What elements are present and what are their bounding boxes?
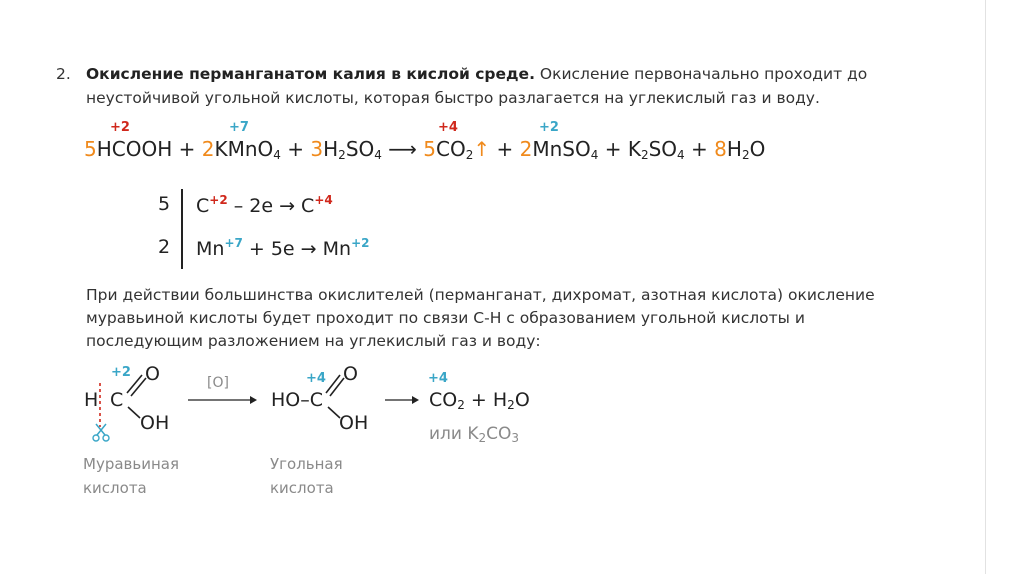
heading-bold: Окисление перманганатом калия в кислой среде. (86, 65, 535, 83)
formula: + H (464, 389, 508, 411)
subscript: 4 (374, 148, 382, 162)
balance-line-carbon (196, 193, 333, 217)
formula: H (726, 137, 742, 161)
subscript: 4 (590, 148, 599, 162)
element: C (196, 195, 210, 217)
single-bond-line (128, 407, 140, 418)
formula: SO (648, 137, 678, 161)
formula: O (749, 137, 766, 161)
subscript: 4 (273, 148, 281, 162)
formic-C: C (110, 389, 124, 411)
ox-state: +2 (209, 193, 228, 207)
carbonic-O: O (343, 363, 358, 385)
formula: O (514, 389, 530, 411)
subscript: 4 (677, 148, 685, 162)
coef: 3 (310, 137, 324, 161)
coef: 5 (84, 137, 97, 161)
subscript: 3 (511, 431, 520, 445)
subscript: 2 (640, 148, 649, 162)
coef: 5 (423, 137, 437, 161)
coef: 2 (201, 137, 215, 161)
main-equation (84, 137, 765, 162)
ox-state: +4 (314, 193, 333, 207)
double-bond-line (131, 378, 146, 396)
scheme-ox-formic: +2 (111, 365, 131, 380)
scheme-ox-product: +4 (428, 371, 448, 386)
scissors-icon (92, 422, 110, 442)
subscript: 2 (338, 148, 346, 162)
gas-arrow-icon: ↑ (473, 137, 491, 161)
half-reaction: + 5e → Mn (242, 238, 352, 260)
double-bond-line (330, 378, 344, 396)
ox-state: +7 (224, 236, 243, 250)
carbonic-HO-C: HO–C (271, 389, 324, 411)
scheme-bonds (60, 355, 620, 455)
frame-border (985, 0, 986, 574)
products (429, 389, 530, 412)
formula: CO (429, 389, 458, 411)
carbonic-OH: OH (339, 412, 369, 434)
balance-divider (181, 189, 183, 269)
element: Mn (196, 238, 225, 260)
heading-line-1 (86, 63, 867, 85)
ox-state-mn-left: +7 (229, 120, 249, 135)
reaction-arrow: ⟶ (381, 137, 424, 161)
subscript: 2 (465, 148, 474, 162)
alt-product (429, 424, 519, 445)
formic-O: O (145, 363, 160, 385)
reagent-label: [O] (207, 375, 229, 391)
arrow-head-icon (412, 396, 419, 404)
paragraph2-line3: последующим разложением на углекислый газ и воду: (86, 332, 541, 350)
subscript: 2 (507, 398, 515, 412)
formula: SO (345, 137, 375, 161)
heading-line-2: неустойчивой угольной кислоты, которая быстро разлагается на углекислый газ и воду. (86, 89, 820, 107)
caption-formic-acid: Муравьиная кислота (83, 455, 179, 497)
heading-rest: Окисление первоначально проходит до (534, 65, 868, 83)
formula: или K (429, 424, 479, 444)
item-number: 2. (56, 65, 71, 83)
caption-carbonic-acid: Угольная кислота (270, 455, 343, 497)
formula: HCOOH + (96, 137, 202, 161)
balance-line-manganese (196, 236, 369, 260)
formic-H: H (84, 389, 99, 411)
formula: CO (436, 137, 466, 161)
formula: KMnO (214, 137, 274, 161)
subscript: 2 (457, 398, 465, 412)
scheme-ox-carbonic: +4 (306, 371, 326, 386)
paragraph2-line1: При действии большинства окислителей (перманганат, дихромат, азотная кислота) окисление (86, 286, 875, 304)
formula: MnSO (532, 137, 591, 161)
formula: + K (598, 137, 641, 161)
formula: CO (486, 424, 512, 444)
half-reaction: – 2e → C (227, 195, 315, 217)
ox-state-c-right: +4 (438, 120, 458, 135)
arrow-head-icon (250, 396, 257, 404)
formula: + (684, 137, 715, 161)
balance-coef-mn: 2 (158, 236, 171, 258)
formic-OH: OH (140, 412, 170, 434)
balance-coef-c: 5 (158, 193, 171, 215)
formula: + (280, 137, 311, 161)
coef: 2 (519, 137, 533, 161)
ox-state-mn-right: +2 (539, 120, 559, 135)
subscript: 2 (741, 148, 750, 162)
ox-state: +2 (351, 236, 370, 250)
formula: + (490, 137, 520, 161)
subscript: 2 (478, 431, 487, 445)
formula: H (323, 137, 339, 161)
paragraph2-line2: муравьиной кислоты будет проходит по связи С-Н с образованием угольной кислоты и (86, 309, 805, 327)
coef: 8 (714, 137, 727, 161)
double-bond-line (326, 375, 340, 393)
ox-state-c-left: +2 (110, 120, 130, 135)
